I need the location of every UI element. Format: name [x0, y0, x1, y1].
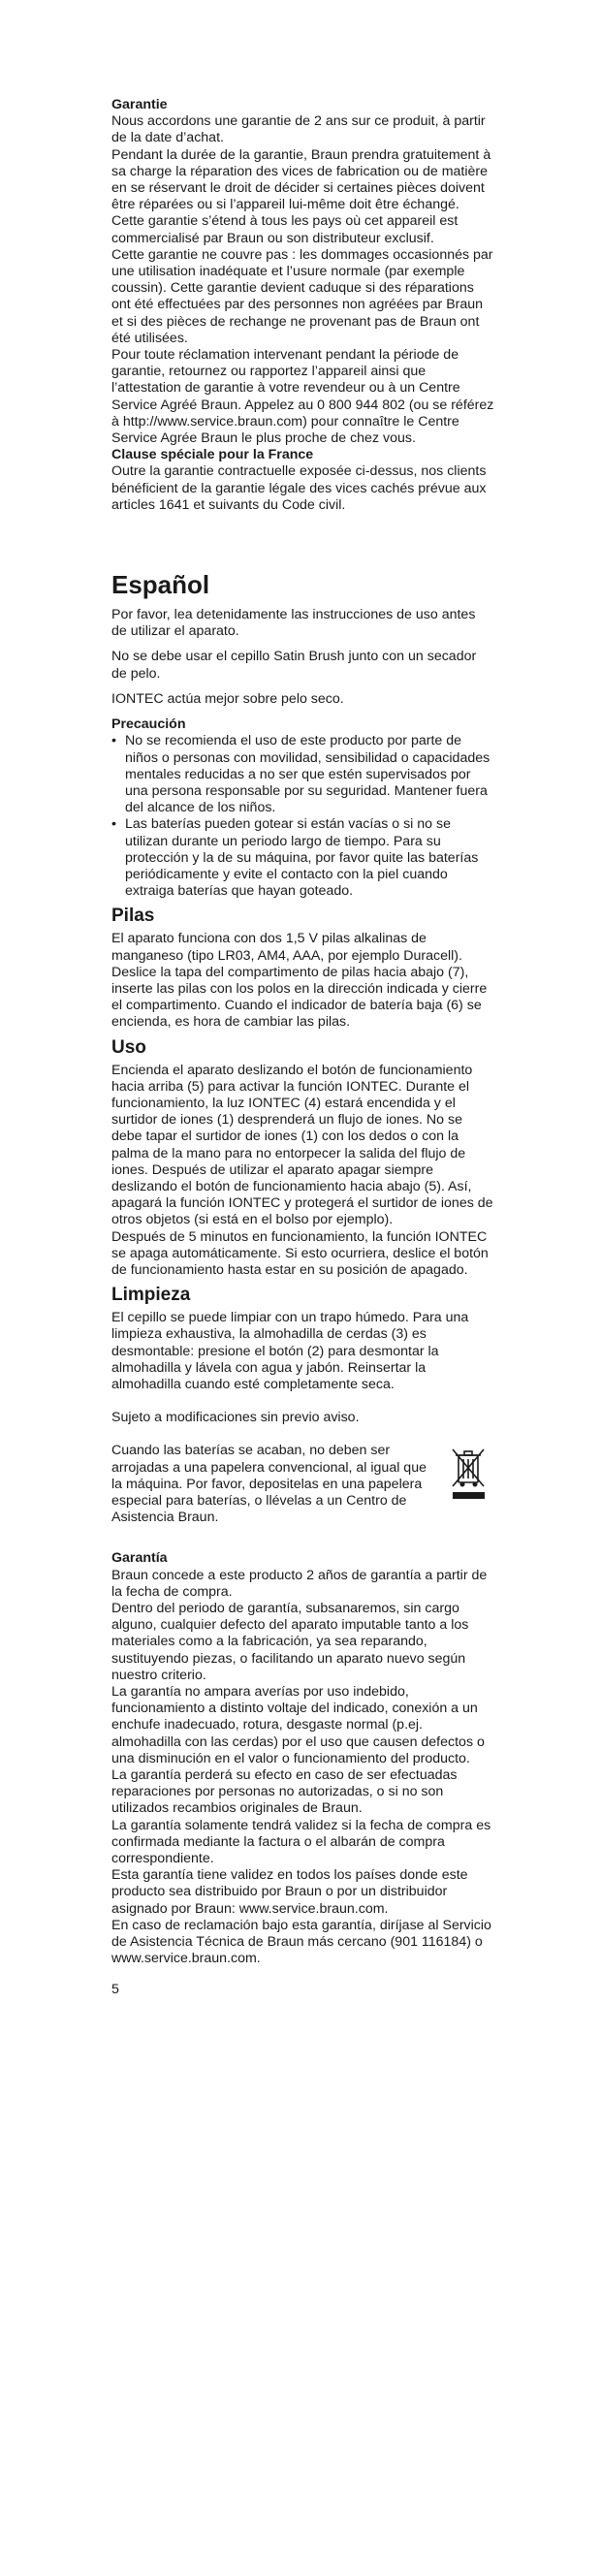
garantia-paragraph: En caso de reclamación bajo esta garantía, diríjase al Servicio de Asistencia Técnica de Braun más cercano (901 116184) o www.service.braun.com.	[111, 1917, 491, 1967]
pilas-text: El aparato funciona con dos 1,5 V pilas alkalinas de manganeso (tipo LR03, AM4, AAA, por ejemplo Duracell). Deslice la tapa del compartimento de pilas hacia abajo (7), inserte las pilas con los polos en la dirección indicada y cierre el compartimento. Cuando el indicador de batería baja (6) se encienda, es hora de cambiar las pilas.	[111, 931, 488, 1031]
intro-paragraph: Por favor, lea detenidamente las instrucciones de uso antes de utilizar el aparato.	[111, 607, 476, 640]
intro-paragraph: No se debe usar el cepillo Satin Brush junto con un secador de pelo.	[111, 649, 477, 682]
garantia-heading: Garantía	[111, 1550, 168, 1567]
uso-heading: Uso	[111, 1036, 146, 1058]
french-warranty-paragraph: Pour toute réclamation intervenant pendant la période de garantie, retournez ou rapportez l’appareil ainsi que l’attestation de garantie à votre revendeur ou à un Centre Service Agréé Braun. Appelez au 0 800 944 802 (ou se référez à http://www.service.braun.com) pour connaître le Centre Service Agrée Braun le plus proche de chez vous.	[111, 347, 494, 447]
garantia-paragraph: La garantía solamente tendrá validez si la fecha de compra es confirmada mediante la factura o el albarán de compra correspondiente.	[111, 1817, 491, 1867]
manual-page	[111, 97, 494, 1998]
french-warranty-paragraph: Pendant la durée de la garantie, Braun prendra gratuitement à sa charge la réparation des vices de fabrication ou de matière en se réservant le droit de décider si certaines pièces doivent être réparées ou si l’appareil lui-même doit être échangé.	[111, 146, 491, 213]
page-number: 5	[111, 1981, 119, 1997]
garantia-paragraph: La garantía no ampara averías por uso indebido, funcionamiento a distinto voltaje del indicado, conexión a un enchufe inadecuado, rotura, desgaste normal (p.ej. almohadilla con las cerdas) por el uso que causen defectos o una disminución en el valor o funcionamiento del producto.	[111, 1684, 485, 1766]
french-warranty-paragraph: Cette garantie ne couvre pas : les dommages occasionnés par une utilisation inadéquate et l’usure normale (par exemple coussin). Cette garantie devient caduque si des réparations ont été effectuées par des personnes non agréées par Braun et si des pièces de rechange ne provenant pas de Braun ont été utilisées.	[111, 246, 493, 346]
garantia-paragraph: Braun concede a este producto 2 años de garantía a partir de la fecha de compra.	[111, 1567, 488, 1600]
spacer	[111, 1526, 494, 1550]
precaution-item: • No se recomienda el uso de este producto por parte de niños o personas con movilidad, sensibilidad o capacidades mentales reducidas a no ser que estén supervisados por una persona responsable por su seguridad. Mantener fuera del alcance de los niños.	[111, 733, 494, 816]
language-title: Español	[111, 570, 210, 600]
intro-paragraph: IONTEC actúa mejor sobre pelo seco.	[111, 690, 344, 707]
limpieza-text: El cepillo se puede limpiar con un trapo húmedo. Para una limpieza exhaustiva, la almohadilla de cerdas (3) es desmontable: presione el botón (2) para desmontar la almohadilla y lávela con agua y jabón. Reinsertar la almohadilla cuando esté completamente seca.	[111, 1310, 469, 1392]
crossed-out-wheelie-bin-icon	[450, 1447, 489, 1506]
section-spacer	[111, 514, 494, 570]
precaution-heading: Precaución	[111, 716, 186, 733]
precaution-item: • Las baterías pueden gotear si están vacías o si no se utilizan durante un periodo largo de tiempo. Para su protección y la de su máquina, por favor quite las baterías periódicamente y evite el contacto con la piel cuando extraiga baterías que hayan goteado.	[111, 816, 494, 900]
uso-paragraph: Después de 5 minutos en funcionamiento, la función IONTEC se apaga automáticamente. Si esto ocurriera, deslice el botón de funcionamiento hasta estar en su posición de apagado.	[111, 1228, 489, 1278]
french-warranty-paragraph: Nous accordons une garantie de 2 ans sur ce produit, à partir de la date d’achat.	[111, 113, 486, 146]
spacer	[111, 1426, 494, 1443]
garantia-paragraph: Dentro del periodo de garantía, subsanaremos, sin cargo alguno, cualquier defecto del aparato imputable tanto a los materiales como a la fabricación, ya sea reparando, sustituyendo piezas, o facilitando un aparato nuevo según nuestro criterio.	[111, 1601, 469, 1683]
subject-to-change-note: Sujeto a modificaciones sin previo aviso.	[111, 1410, 360, 1426]
precaution-list	[111, 733, 494, 900]
french-warranty-heading: Garantie	[111, 97, 168, 112]
disposal-text: Cuando las baterías se acaban, no deben ser arrojadas a una papelera convencional, al igual que la máquina. Por favor, depositelas en una papelera especial para baterías, o llévelas a un Centro de Asistencia Braun.	[111, 1443, 427, 1526]
limpieza-heading: Limpieza	[111, 1285, 191, 1306]
pilas-heading: Pilas	[111, 906, 155, 927]
uso-paragraph: Encienda el aparato deslizando el botón de funcionamiento hacia arriba (5) para activar la función IONTEC. Durante el funcionamiento, la luz IONTEC (4) estará encendida y el surtidor de iones (1) desprenderá un flujo de iones. No se debe tapar el surtidor de iones (1) con los dedos o con la palma de la mano para no entorpecer la salida del flujo de iones. Después de utilizar el aparato apagar siempre deslizando el botón de funcionamiento hacia abajo (5). Así, apagará la función IONTEC y protegerá el surtidor de iones de otros objetos (si está en el bolso por ejemplo).	[111, 1062, 493, 1228]
garantia-paragraph: La garantía perderá su efecto en caso de ser efectuadas reparaciones por personas no autorizadas, o si no son utilizados recambios originales de Braun.	[111, 1767, 458, 1817]
french-warranty-paragraph: Cette garantie s’étend à tous les pays où cet appareil est commercialisé par Braun ou son distributeur exclusif.	[111, 213, 459, 246]
french-special-clause-text: Outre la garantie contractuelle exposée ci-dessus, nos clients bénéficient de la garantie légale des vices cachés prévue aux articles 1641 et suivants du Code civil.	[111, 463, 487, 513]
disposal-notice	[111, 1443, 494, 1526]
french-warranty-section	[111, 97, 494, 514]
spacer	[111, 1393, 494, 1410]
garantia-paragraph: Esta garantía tiene validez en todos los países donde este producto sea distribuido por Braun o por un distribuidor asignado por Braun: www.service.braun.com.	[111, 1867, 468, 1917]
spanish-section	[111, 570, 494, 1967]
french-special-clause-heading: Clause spéciale pour la France	[111, 447, 314, 463]
